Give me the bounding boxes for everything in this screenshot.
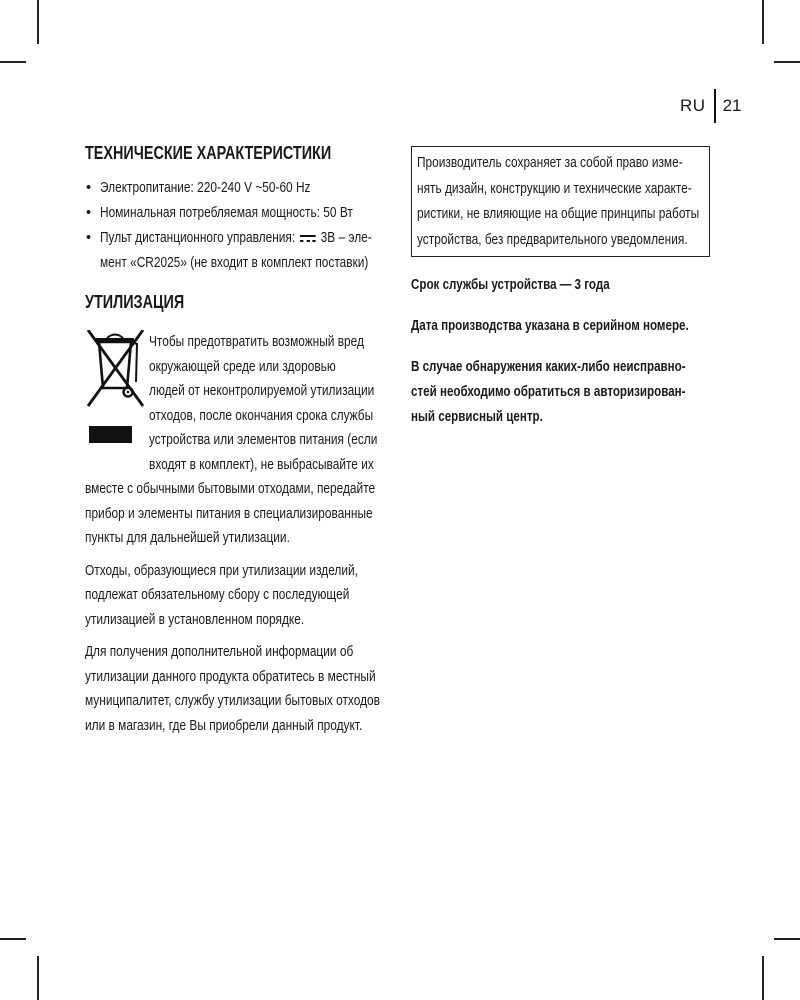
page-header xyxy=(680,89,741,123)
production-date-text: Дата производства указана в серийном номере. xyxy=(411,318,689,334)
crop-mark xyxy=(762,0,764,44)
crop-mark xyxy=(0,938,26,940)
crop-mark xyxy=(37,956,39,1000)
crop-mark xyxy=(762,956,764,1000)
service-center-text: В случае обнаружения каких-либо неисправно- стей необходимо обратиться в авторизирован- ный сервисный центр. xyxy=(411,359,686,425)
page-language: RU xyxy=(680,96,706,115)
crop-mark xyxy=(37,0,39,44)
service-life-text: Срок службы устройства — 3 года xyxy=(411,277,610,293)
right-column xyxy=(411,140,710,430)
crop-mark xyxy=(774,938,800,940)
left-column xyxy=(85,140,391,738)
spec-item-power: • Электропитание: 220-240 V ~50-60 Hz xyxy=(85,176,391,201)
dc-current-icon xyxy=(300,234,316,243)
page-number: 21 xyxy=(722,96,742,115)
disposal-paragraph-3: Для получения дополнительной информации об утилизации данного продукта обратитесь в местный муниципалитет, службу утилизации бытовых отходов или в магазин, где Вы приобрели данный продукт. xyxy=(85,644,380,734)
crop-mark xyxy=(774,61,800,63)
disposal-heading: УТИЛИЗАЦИЯ xyxy=(85,292,185,312)
disposal-paragraph-2: Отходы, образующиеся при утилизации изделий, подлежат обязательному сбору с последующей утилизацией в установленном порядке. xyxy=(85,562,358,628)
spec-item-remote: • Пульт дистанционного управления: 3В – эле- мент «CR2025» (не входит в комплект поставки) xyxy=(85,226,391,276)
spec-item-wattage: • Номинальная потребляемая мощность: 50 Вт xyxy=(85,201,391,226)
disposal-block xyxy=(85,330,391,738)
specs-heading: ТЕХНИЧЕСКИЕ ХАРАКТЕРИСТИКИ xyxy=(85,143,332,163)
crossed-out-wheelie-bin-icon xyxy=(85,330,147,448)
crop-mark xyxy=(0,61,26,63)
manufacturer-notice-box: Производитель сохраняет за собой право изме- нять дизайн, конструкцию и технические характе- ристики, не влияющие на общие принципы работы устройства, без предварительного уведомления. xyxy=(411,146,710,257)
disposal-paragraph-1: Чтобы предотвратить возможный вред окружающей среде или здоровью людей от неконтролируемой утилизации отходов, после окончания срока службы устройства или элементов питания (если входят в комплект), не выбрасывайте их вместе с обычными бытовыми отходами, передайте прибор и элементы питания в специализированные пункты для дальнейшей утилизации. xyxy=(85,334,378,546)
specs-list xyxy=(85,176,391,276)
